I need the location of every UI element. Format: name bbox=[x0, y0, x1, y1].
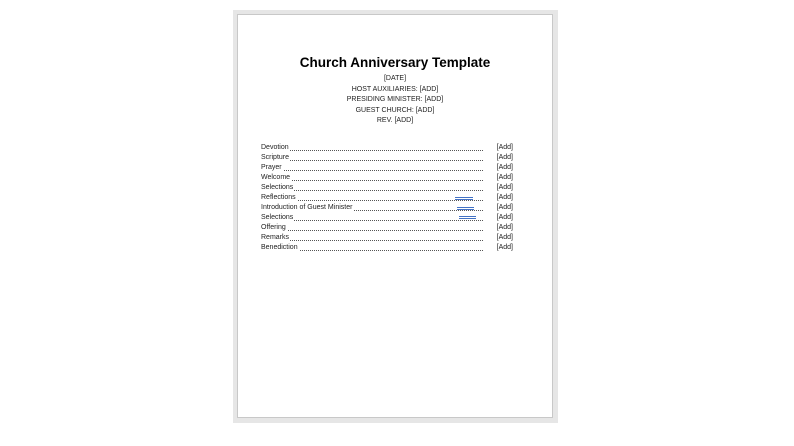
program-row-prayer bbox=[261, 163, 513, 173]
program-item-label: Selections bbox=[261, 184, 294, 191]
dot-leader bbox=[261, 150, 483, 151]
document-title: Church Anniversary Template bbox=[299, 55, 491, 70]
host-auxiliaries-line: HOST AUXILIARIES: [ADD] bbox=[351, 85, 439, 93]
page-frame bbox=[233, 10, 558, 423]
dot-leader bbox=[261, 190, 483, 191]
program-item-label: Devotion bbox=[261, 144, 289, 151]
program-row-scripture bbox=[261, 153, 513, 163]
program-item-label: Benediction bbox=[261, 244, 298, 251]
program-item-value: [Add] bbox=[496, 174, 513, 181]
program-item-value: [Add] bbox=[496, 234, 513, 241]
document-page bbox=[237, 14, 553, 418]
program-item-label: Introduction of Guest Minister bbox=[261, 204, 353, 211]
program-item-value: [Add] bbox=[496, 224, 513, 231]
program-item-label: Remarks bbox=[261, 234, 290, 241]
program-row-introduction-of-guest-minister bbox=[261, 203, 513, 213]
dot-leader bbox=[261, 230, 483, 231]
program-item-value: [Add] bbox=[496, 154, 513, 161]
dot-leader bbox=[261, 220, 483, 221]
presiding-minister-line: PRESIDING MINISTER: [ADD] bbox=[346, 96, 444, 103]
spellcheck-underline bbox=[457, 207, 474, 210]
program-item-label: Reflections bbox=[261, 194, 296, 201]
program-row-offering bbox=[261, 223, 513, 233]
guest-church-line: GUEST CHURCH: [ADD] bbox=[355, 106, 435, 114]
program-item-value: [Add] bbox=[496, 144, 513, 151]
program-row-welcome bbox=[261, 173, 513, 183]
spellcheck-underline bbox=[455, 197, 473, 200]
program-row-selections bbox=[261, 183, 513, 193]
dot-leader bbox=[261, 170, 483, 171]
program-item-value: [Add] bbox=[496, 184, 513, 191]
program-item-label: Welcome bbox=[261, 174, 291, 181]
program-item-label: Scripture bbox=[261, 154, 290, 161]
program-row-reflections bbox=[261, 193, 513, 203]
date-line: [DATE] bbox=[383, 75, 407, 82]
program-item-value: [Add] bbox=[496, 194, 513, 201]
header-block bbox=[238, 74, 552, 127]
program-item-value: [Add] bbox=[496, 214, 513, 221]
program-row-remarks bbox=[261, 233, 513, 243]
program-row-devotion bbox=[261, 143, 513, 153]
program-item-label: Prayer bbox=[261, 164, 282, 171]
reverend-line: REV. [ADD] bbox=[376, 117, 414, 124]
program-list bbox=[261, 143, 513, 253]
program-row-selections-second bbox=[261, 213, 513, 223]
program-item-label: Offering bbox=[261, 224, 286, 231]
program-item-label: Selections bbox=[261, 214, 294, 221]
dot-leader bbox=[261, 240, 483, 241]
dot-leader bbox=[261, 160, 483, 161]
spellcheck-underline bbox=[459, 216, 476, 219]
program-item-value: [Add] bbox=[496, 204, 513, 211]
program-item-value: [Add] bbox=[496, 244, 513, 251]
program-row-benediction bbox=[261, 243, 513, 253]
program-item-value: [Add] bbox=[496, 164, 513, 171]
dot-leader bbox=[261, 180, 483, 181]
